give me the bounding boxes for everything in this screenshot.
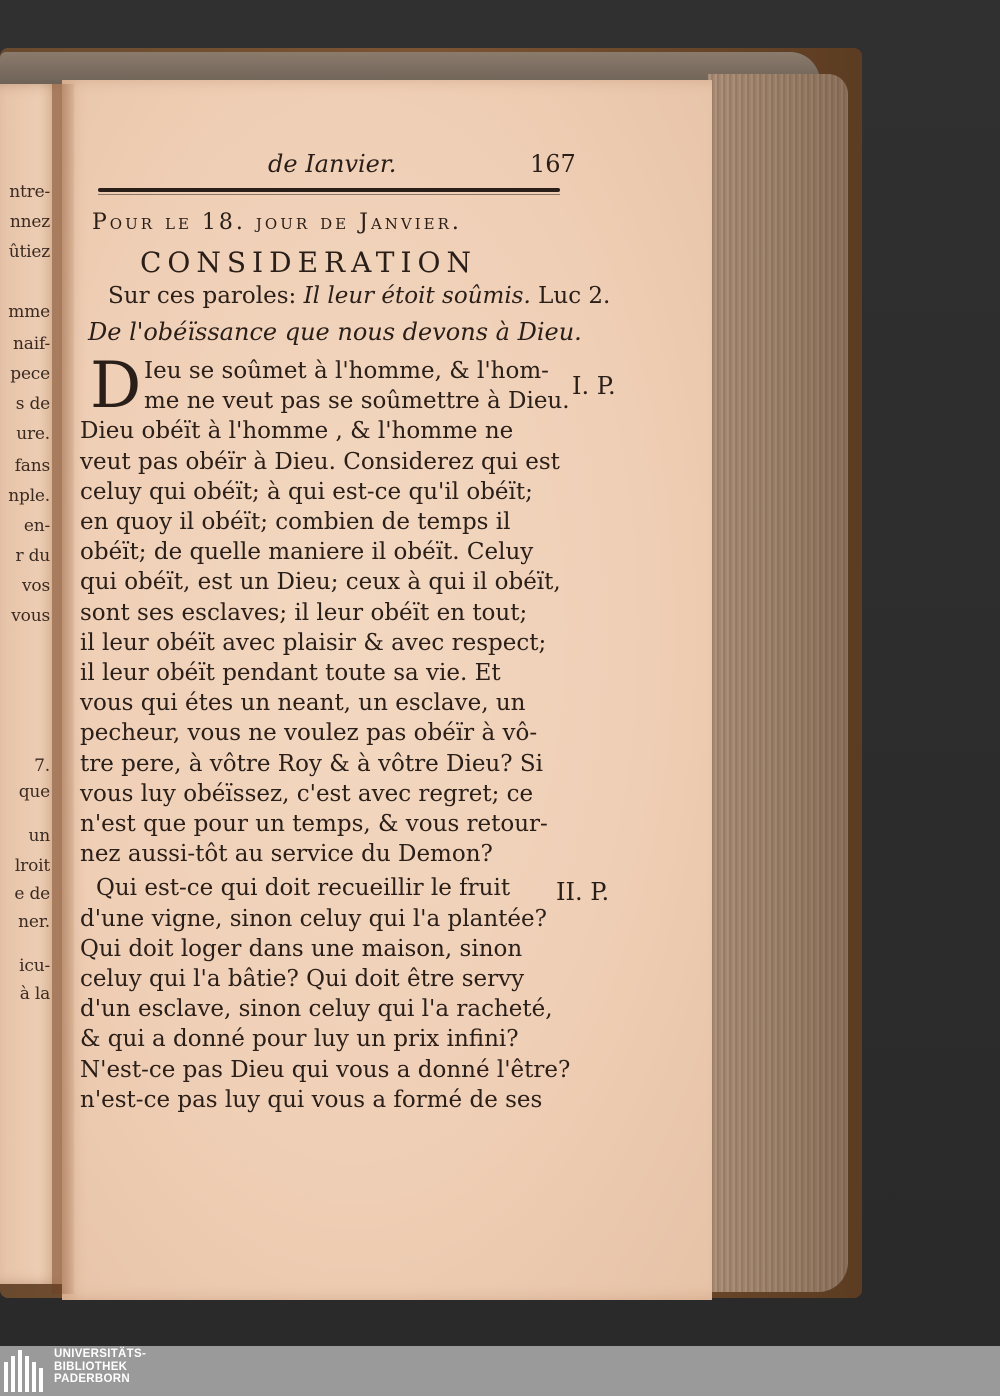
body-line: Qui est-ce qui doit recueillir le fruit xyxy=(96,875,511,901)
body-line: pecheur, vous ne voulez pas obéïr à vô- xyxy=(80,720,538,746)
left-page-fragment: ntre- xyxy=(9,182,50,202)
body-line: celuy qui l'a bâtie? Qui doit être servy xyxy=(80,966,525,992)
left-page-fragment: vos xyxy=(22,576,50,596)
library-banner xyxy=(0,1346,1000,1396)
left-page-fragment: que xyxy=(18,782,50,802)
left-page-fragment: e de xyxy=(14,884,50,904)
body-line: veut pas obéïr à Dieu. Considerez qui est xyxy=(80,449,560,475)
body-line: il leur obéït avec plaisir & avec respect; xyxy=(80,630,547,656)
drop-cap: D xyxy=(90,349,142,423)
body-line: me ne veut pas se soûmettre à Dieu. xyxy=(144,388,570,414)
left-page-fragment: ûtiez xyxy=(8,242,50,262)
left-page-fragment: vous xyxy=(11,606,50,626)
body-line: celuy qui obéït; à qui est-ce qu'il obéït; xyxy=(80,479,533,505)
body-line: vous luy obéïssez, c'est avec regret; ce xyxy=(80,781,534,807)
subtitle-quote: Il leur étoit soûmis. xyxy=(303,283,531,309)
left-page-fragment: pece xyxy=(10,364,50,384)
left-page-fragment: 7. xyxy=(34,756,50,776)
day-title: Pour le 18. jour de Janvier. xyxy=(92,210,462,235)
subtitle-ref: Luc 2. xyxy=(530,283,611,309)
consideration-heading: CONSIDERATION xyxy=(140,246,477,279)
header-rule xyxy=(98,188,560,192)
body-line: d'un esclave, sinon celuy qui l'a racheté, xyxy=(80,996,553,1022)
body-line: nez aussi-tôt au service du Demon? xyxy=(80,841,493,867)
body-line: & qui a donné pour luy un prix infini? xyxy=(80,1026,519,1052)
left-page-fragment: naif- xyxy=(13,334,50,354)
left-page-fragment: ner. xyxy=(18,912,50,932)
section-title: De l'obéïssance que nous devons à Dieu. xyxy=(88,318,582,346)
body-line: qui obéït, est un Dieu; ceux à qui il obéït, xyxy=(80,569,561,595)
body-line: Ieu se soûmet à l'homme, & l'hom- xyxy=(144,358,549,384)
body-line: tre pere, à vôtre Roy & à vôtre Dieu? Si xyxy=(80,751,543,777)
subtitle-prefix: Sur ces paroles: xyxy=(108,283,304,309)
margin-note-2: II. P. xyxy=(556,878,610,906)
margin-note-1: I. P. xyxy=(572,372,616,400)
left-page-fragment: en- xyxy=(23,516,50,536)
left-page-fragment: mme xyxy=(8,302,50,322)
body-line: N'est-ce pas Dieu qui vous a donné l'être? xyxy=(80,1057,571,1083)
library-name xyxy=(54,1348,146,1386)
left-page-fragment: à la xyxy=(19,984,50,1004)
running-head: de Ianvier. xyxy=(268,150,397,178)
body-line: n'est-ce pas luy qui vous a formé de ses xyxy=(80,1087,543,1113)
library-name-line2: BIBLIOTHEK xyxy=(54,1360,128,1373)
gutter-shadow xyxy=(52,84,74,1294)
body-line: d'une vigne, sinon celuy qui l'a plantée? xyxy=(80,906,547,932)
page-edges-shade xyxy=(708,74,848,1292)
body-line: n'est que pour un temps, & vous retour- xyxy=(80,811,548,837)
body-line: il leur obéït pendant toute sa vie. Et xyxy=(80,660,501,686)
left-page-fragment: lroit xyxy=(14,856,50,876)
body-line: vous qui étes un neant, un esclave, un xyxy=(80,690,526,716)
body-line: Dieu obéït à l'homme , & l'homme ne xyxy=(80,418,514,444)
body-line: Qui doit loger dans une maison, sinon xyxy=(80,936,523,962)
left-page-fragment: r du xyxy=(15,546,50,566)
library-name-line3: PADERBORN xyxy=(54,1373,130,1385)
body-line: en quoy il obéït; combien de temps il xyxy=(80,509,511,535)
left-page-fragment: icu- xyxy=(19,956,50,976)
library-name-line1: UNIVERSITÄTS- xyxy=(54,1348,147,1360)
left-page-fragment: nple. xyxy=(8,486,50,506)
body-line: obéït; de quelle maniere il obéït. Celuy xyxy=(80,539,534,565)
left-page-fragment: s de xyxy=(15,394,50,414)
library-logo-icon xyxy=(4,1350,44,1392)
left-page-fragment: ure. xyxy=(16,424,50,444)
subtitle xyxy=(108,283,610,309)
page-number: 167 xyxy=(530,150,576,178)
left-page-fragment: un xyxy=(28,826,50,846)
left-page-fragment: nnez xyxy=(9,212,50,232)
left-page-fragment: fans xyxy=(14,456,50,476)
body-line: sont ses esclaves; il leur obéït en tout; xyxy=(80,600,528,626)
